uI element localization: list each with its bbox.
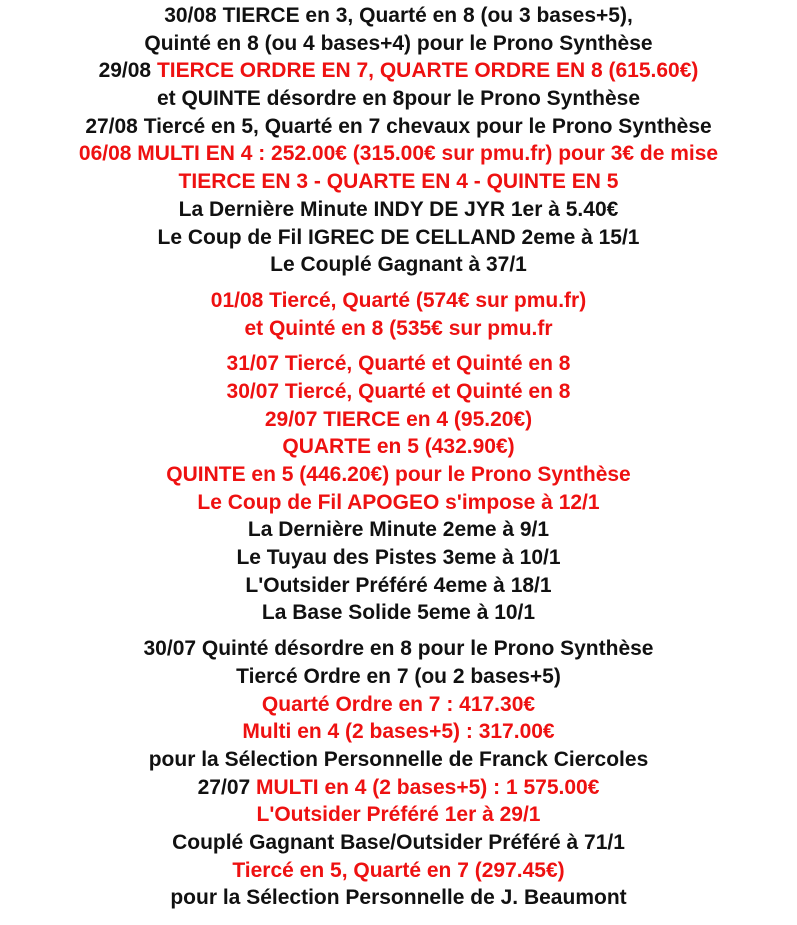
- result-text: La Base Solide 5eme à 10/1: [261, 601, 536, 625]
- highlight-text: MULTI en 4 (2 bases+5) : 1 575.00€: [256, 775, 600, 799]
- result-line: [0, 461, 797, 489]
- result-text: L'Outsider Préféré 4eme à 18/1: [245, 573, 552, 597]
- highlight-text: et Quinté en 8 (535€ sur pmu.fr: [244, 316, 553, 340]
- result-text: La Dernière Minute 2eme à 9/1: [247, 518, 550, 542]
- highlight-text: TIERCE ORDRE EN 7, QUARTE ORDRE EN 8 (615.60€): [156, 59, 699, 83]
- result-text: La Dernière Minute INDY DE JYR 1er à 5.40€: [178, 197, 619, 221]
- result-text: et QUINTE désordre en 8pour le Prono Synthèse: [156, 87, 641, 111]
- results-block: [0, 350, 797, 627]
- result-text: 29/08: [98, 59, 157, 83]
- result-text: Le Coup de Fil IGREC DE CELLAND 2eme à 15/1: [157, 225, 640, 249]
- result-line: [0, 718, 797, 746]
- result-line: [0, 113, 797, 141]
- result-line: [0, 85, 797, 113]
- result-line: [0, 663, 797, 691]
- highlight-text: 06/08 MULTI EN 4 : 252.00€ (315.00€ sur pmu.fr) pour 3€ de mise: [78, 142, 719, 166]
- results-block: [0, 635, 797, 912]
- highlight-text: Tiercé en 5, Quarté en 7 (297.45€): [232, 858, 565, 882]
- result-text: 30/08 TIERCE en 3, Quarté en 8 (ou 3 bases+5),: [164, 4, 633, 27]
- result-line: [0, 801, 797, 829]
- highlight-text: Multi en 4 (2 bases+5) : 317.00€: [242, 720, 555, 744]
- results-block: [0, 2, 797, 279]
- result-line: [0, 635, 797, 663]
- result-line: [0, 599, 797, 627]
- highlight-text: QUARTE en 5 (432.90€): [282, 435, 515, 459]
- result-text: Quinté en 8 (ou 4 bases+4) pour le Prono Synthèse: [144, 31, 653, 55]
- result-line: [0, 140, 797, 168]
- result-line: [0, 746, 797, 774]
- result-line: [0, 691, 797, 719]
- highlight-text: 30/07 Tiercé, Quarté et Quinté en 8: [226, 379, 571, 403]
- result-line: [0, 433, 797, 461]
- result-line: [0, 2, 797, 30]
- result-line: [0, 350, 797, 378]
- highlight-text: Le Coup de Fil APOGEO s'impose à 12/1: [197, 490, 600, 514]
- highlight-text: Quarté Ordre en 7 : 417.30€: [261, 692, 536, 716]
- highlight-text: 31/07 Tiercé, Quarté et Quinté en 8: [226, 352, 571, 376]
- result-text: Le Couplé Gagnant à 37/1: [270, 253, 527, 277]
- result-text: 30/07 Quinté désordre en 8 pour le Prono Synthèse: [143, 637, 654, 661]
- highlight-text: 29/07 TIERCE en 4 (95.20€): [264, 407, 533, 431]
- result-line: [0, 406, 797, 434]
- result-line: [0, 287, 797, 315]
- result-line: [0, 489, 797, 517]
- result-line: [0, 57, 797, 85]
- result-line: [0, 378, 797, 406]
- result-text: pour la Sélection Personnelle de Franck Ciercoles: [148, 747, 649, 771]
- highlight-text: QUINTE en 5 (446.20€) pour le Prono Synthèse: [166, 463, 631, 486]
- result-text: 27/08 Tiercé en 5, Quarté en 7 chevaux pour le Prono Synthèse: [85, 114, 712, 138]
- result-line: [0, 30, 797, 58]
- result-line: [0, 829, 797, 857]
- result-line: [0, 544, 797, 572]
- highlight-text: L'Outsider Préféré 1er à 29/1: [256, 803, 541, 827]
- result-line: [0, 774, 797, 802]
- result-text: 27/07: [197, 775, 257, 799]
- result-text: Couplé Gagnant Base/Outsider Préféré à 71/1: [172, 830, 625, 854]
- result-text: Le Tuyau des Pistes 3eme à 10/1: [236, 546, 561, 570]
- result-line: [0, 572, 797, 600]
- highlight-text: TIERCE EN 3 - QUARTE EN 4 - QUINTE EN 5: [178, 170, 619, 194]
- result-line: [0, 315, 797, 343]
- result-text: pour la Sélection Personnelle de J. Beaumont: [170, 886, 627, 910]
- result-line: [0, 251, 797, 279]
- result-line: [0, 857, 797, 885]
- result-line: [0, 224, 797, 252]
- result-line: [0, 196, 797, 224]
- result-line: [0, 884, 797, 912]
- results-block: [0, 287, 797, 342]
- result-text: Tiercé Ordre en 7 (ou 2 bases+5): [236, 664, 561, 688]
- result-line: [0, 516, 797, 544]
- highlight-text: 01/08 Tiercé, Quarté (574€ sur pmu.fr): [210, 288, 587, 312]
- result-line: [0, 168, 797, 196]
